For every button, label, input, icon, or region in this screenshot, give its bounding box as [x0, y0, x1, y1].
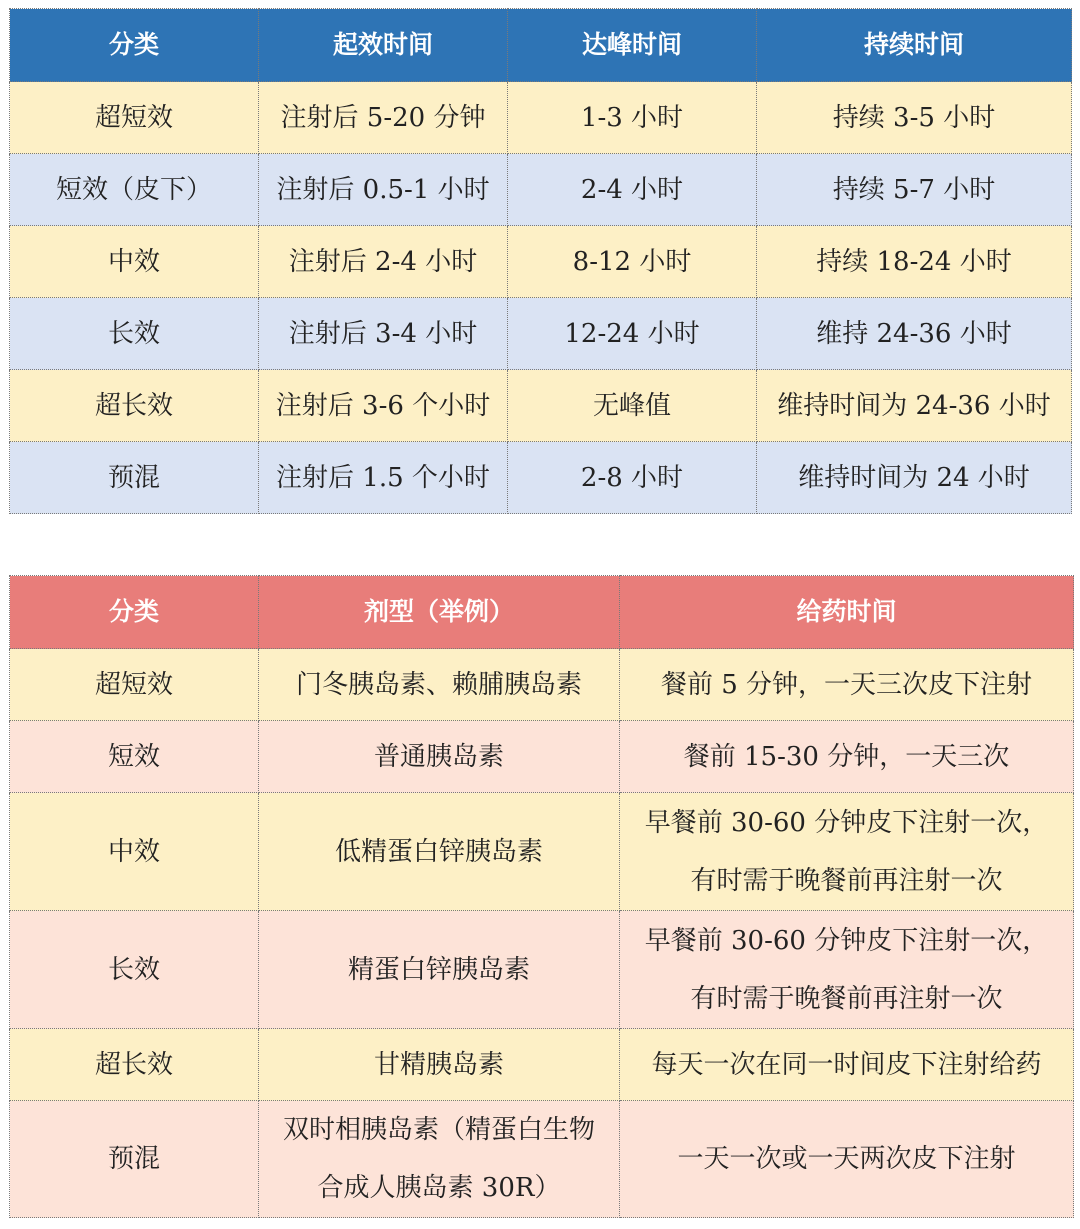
cell-line: 餐前 15-30 分钟，一天三次: [683, 741, 1010, 772]
peak-cell: 2-4 小时: [508, 154, 757, 226]
table-header-row: [10, 9, 1072, 82]
dosing-time-cell: [620, 1029, 1074, 1101]
dosing-time-cell: [620, 911, 1074, 1029]
column-header-dosing-time: 给药时间: [620, 576, 1074, 649]
table-row: [10, 82, 1072, 154]
cell-line: 精蛋白锌胰岛素: [347, 954, 530, 985]
table-row: [10, 911, 1074, 1029]
cell-line: 早餐前 30-60 分钟皮下注射一次，: [644, 925, 1049, 956]
onset-cell: 注射后 3-6 个小时: [259, 370, 508, 442]
cell-line: 有时需于晚餐前再注射一次: [690, 983, 1003, 1014]
category-cell: 短效（皮下）: [10, 154, 259, 226]
category-cell: 超长效: [10, 1029, 259, 1101]
insulin-dosing-table: [9, 575, 1074, 1218]
dosage-form-cell: [259, 721, 620, 793]
duration-cell: 维持时间为 24 小时: [757, 442, 1072, 514]
dosage-form-cell: [259, 911, 620, 1029]
table-row: [10, 226, 1072, 298]
cell-line: 早餐前 30-60 分钟皮下注射一次，: [644, 807, 1049, 838]
column-header-category: 分类: [10, 576, 259, 649]
table-row: [10, 1029, 1074, 1101]
category-cell: 长效: [10, 911, 259, 1029]
cell-line: 餐前 5 分钟，一天三次皮下注射: [660, 669, 1033, 700]
category-cell: 短效: [10, 721, 259, 793]
peak-cell: 1-3 小时: [508, 82, 757, 154]
column-header-onset: 起效时间: [259, 9, 508, 82]
cell-line: 一天一次或一天两次皮下注射: [677, 1144, 1016, 1174]
column-header-category: 分类: [10, 9, 259, 82]
peak-cell: 2-8 小时: [508, 442, 757, 514]
insulin-onset-table: [9, 8, 1072, 514]
cell-line: 双时相胰岛素（精蛋白生物: [282, 1115, 595, 1145]
onset-cell: 注射后 0.5-1 小时: [259, 154, 508, 226]
category-cell: 超短效: [10, 82, 259, 154]
category-cell: 超长效: [10, 370, 259, 442]
table-row: [10, 649, 1074, 721]
duration-cell: 维持 24-36 小时: [757, 298, 1072, 370]
cell-line: 门冬胰岛素、赖脯胰岛素: [295, 669, 582, 700]
category-cell: 长效: [10, 298, 259, 370]
cell-line: 有时需于晚餐前再注射一次: [690, 865, 1003, 896]
dosage-form-cell: [259, 1101, 620, 1218]
column-header-peak: 达峰时间: [508, 9, 757, 82]
category-cell: 预混: [10, 1101, 259, 1218]
onset-cell: 注射后 2-4 小时: [259, 226, 508, 298]
category-cell: 中效: [10, 793, 259, 911]
dosage-form-cell: [259, 649, 620, 721]
onset-cell: 注射后 5-20 分钟: [259, 82, 508, 154]
table-row: [10, 721, 1074, 793]
table-row: [10, 298, 1072, 370]
table-header-row: [10, 576, 1074, 649]
dosing-time-cell: [620, 649, 1074, 721]
peak-cell: 8-12 小时: [508, 226, 757, 298]
cell-line: 低精蛋白锌胰岛素: [334, 836, 543, 867]
duration-cell: 持续 5-7 小时: [757, 154, 1072, 226]
cell-line: 普通胰岛素: [373, 741, 504, 772]
dosing-time-cell: [620, 721, 1074, 793]
cell-line: 每天一次在同一时间皮下注射给药: [651, 1049, 1042, 1080]
table-row: [10, 1101, 1074, 1218]
onset-cell: 注射后 1.5 个小时: [259, 442, 508, 514]
table-row: [10, 370, 1072, 442]
column-header-duration: 持续时间: [757, 9, 1072, 82]
category-cell: 中效: [10, 226, 259, 298]
onset-cell: 注射后 3-4 小时: [259, 298, 508, 370]
table-row: [10, 793, 1074, 911]
cell-line: 合成人胰岛素 30R）: [317, 1173, 561, 1203]
peak-cell: 12-24 小时: [508, 298, 757, 370]
duration-cell: 持续 3-5 小时: [757, 82, 1072, 154]
dosage-form-cell: [259, 793, 620, 911]
dosing-time-cell: [620, 1101, 1074, 1218]
table-row: [10, 154, 1072, 226]
category-cell: 超短效: [10, 649, 259, 721]
cell-line: 甘精胰岛素: [373, 1049, 504, 1080]
duration-cell: 持续 18-24 小时: [757, 226, 1072, 298]
dosage-form-cell: [259, 1029, 620, 1101]
peak-cell: 无峰值: [508, 370, 757, 442]
category-cell: 预混: [10, 442, 259, 514]
table-row: [10, 442, 1072, 514]
dosing-time-cell: [620, 793, 1074, 911]
duration-cell: 维持时间为 24-36 小时: [757, 370, 1072, 442]
column-header-dosage-form: 剂型（举例）: [259, 576, 620, 649]
